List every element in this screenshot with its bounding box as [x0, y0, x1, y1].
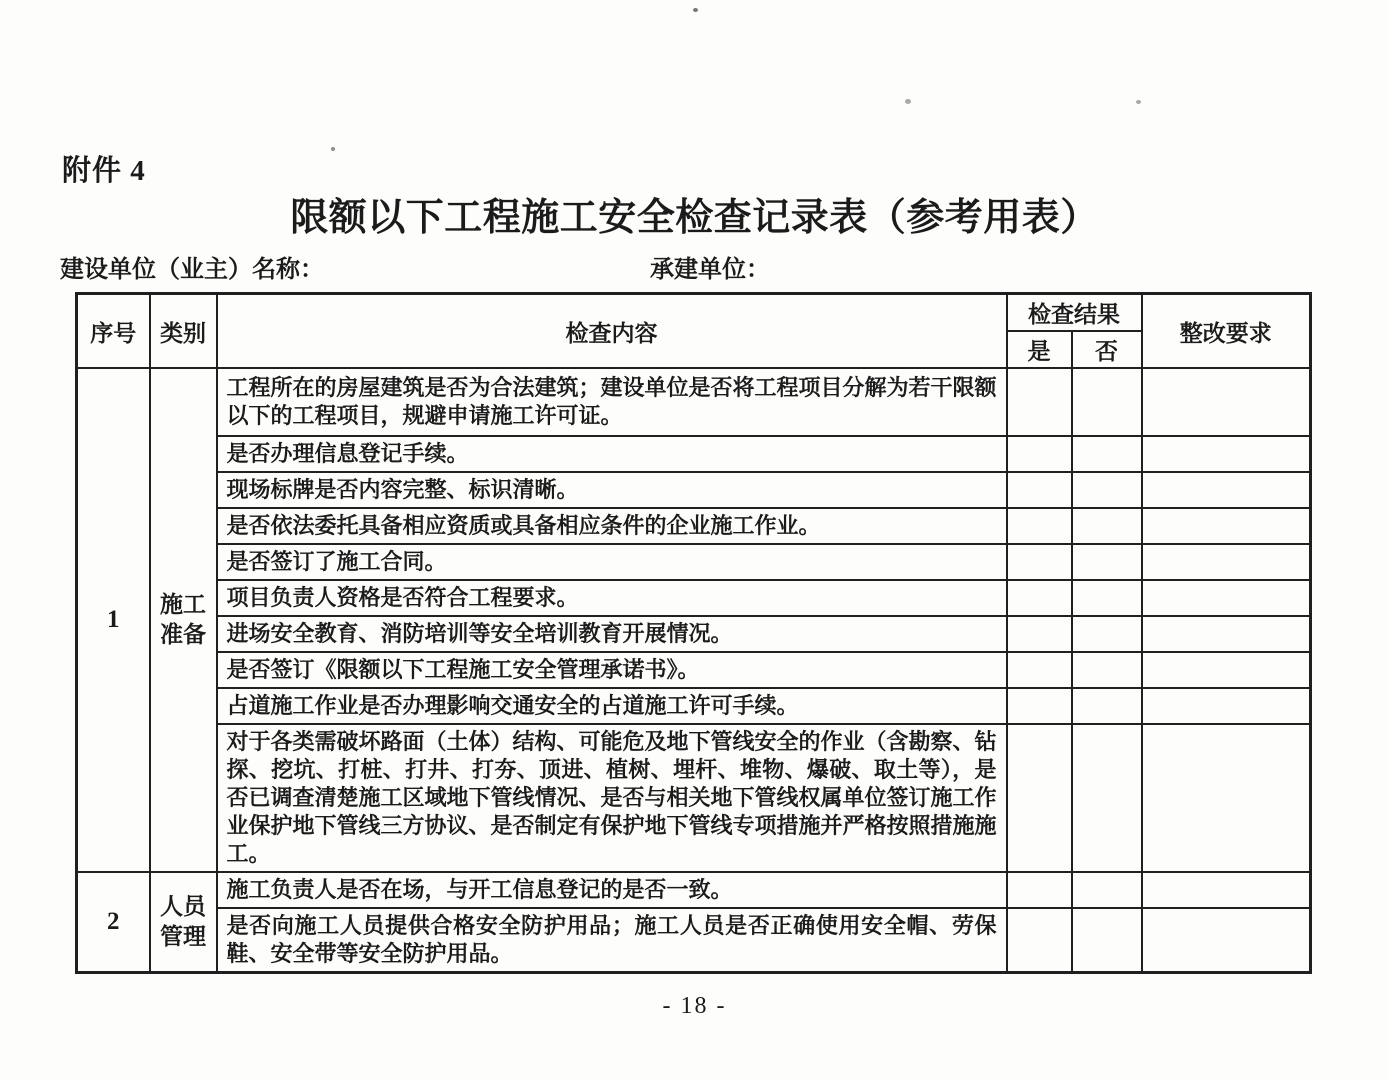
result-yes-cell	[1007, 872, 1072, 908]
result-yes-cell	[1007, 616, 1072, 652]
result-no-cell	[1072, 688, 1142, 724]
table-row	[77, 580, 1311, 616]
result-yes-cell	[1007, 508, 1072, 544]
result-yes-cell	[1007, 436, 1072, 472]
section-category-cell: 施工准备	[150, 368, 217, 872]
rectify-cell	[1142, 508, 1311, 544]
item-text-cell: 工程所在的房屋建筑是否为合法建筑；建设单位是否将工程项目分解为若干限额以下的工程项目，规避申请施工许可证。	[217, 368, 1007, 436]
table-row	[77, 544, 1311, 580]
table-row	[77, 616, 1311, 652]
rectify-cell	[1142, 724, 1311, 872]
result-no-cell	[1072, 436, 1142, 472]
result-no-cell	[1072, 368, 1142, 436]
rectify-cell	[1142, 544, 1311, 580]
result-no-cell	[1072, 652, 1142, 688]
result-no-cell	[1072, 872, 1142, 908]
table-row	[77, 368, 1311, 436]
header-no: 否	[1072, 331, 1142, 368]
rectify-cell	[1142, 616, 1311, 652]
item-text-cell: 是否向施工人员提供合格安全防护用品；施工人员是否正确使用安全帽、劳保鞋、安全带等安全防护用品。	[217, 908, 1007, 973]
scan-artifact-dot	[905, 99, 911, 104]
inspection-record-table	[75, 292, 1312, 974]
item-text-cell: 项目负责人资格是否符合工程要求。	[217, 580, 1007, 616]
rectify-cell	[1142, 652, 1311, 688]
owner-name-label: 建设单位（业主）名称：	[60, 257, 324, 283]
item-text-cell: 现场标牌是否内容完整、标识清晰。	[217, 472, 1007, 508]
table-row	[77, 872, 1311, 908]
result-no-cell	[1072, 908, 1142, 973]
header-seq: 序号	[77, 294, 150, 369]
table-row	[77, 724, 1311, 872]
result-yes-cell	[1007, 652, 1072, 688]
item-text-cell: 是否签订了施工合同。	[217, 544, 1007, 580]
item-text-cell: 施工负责人是否在场，与开工信息登记的是否一致。	[217, 872, 1007, 908]
result-yes-cell	[1007, 368, 1072, 436]
result-yes-cell	[1007, 724, 1072, 872]
rectify-cell	[1142, 580, 1311, 616]
result-yes-cell	[1007, 580, 1072, 616]
result-yes-cell	[1007, 472, 1072, 508]
attachment-label: 附件 4	[62, 155, 146, 187]
item-text-cell: 进场安全教育、消防培训等安全培训教育开展情况。	[217, 616, 1007, 652]
result-no-cell	[1072, 508, 1142, 544]
rectify-cell	[1142, 688, 1311, 724]
result-no-cell	[1072, 472, 1142, 508]
rectify-cell	[1142, 872, 1311, 908]
scan-artifact-dot	[331, 147, 335, 151]
rectify-cell	[1142, 368, 1311, 436]
table-row	[77, 908, 1311, 973]
rectify-cell	[1142, 472, 1311, 508]
contractor-label: 承建单位：	[650, 257, 770, 283]
table-row	[77, 472, 1311, 508]
page-number: - 18 -	[662, 993, 727, 1019]
table-row	[77, 436, 1311, 472]
item-text-cell: 是否依法委托具备相应资质或具备相应条件的企业施工作业。	[217, 508, 1007, 544]
section-seq-cell: 2	[77, 872, 150, 973]
result-yes-cell	[1007, 544, 1072, 580]
item-text-cell: 对于各类需破坏路面（土体）结构、可能危及地下管线安全的作业（含勘察、钻探、挖坑、打桩、打井、打夯、顶进、植树、埋杆、堆物、爆破、取土等），是否已调查清楚施工区域地下管线情况、是否与相关地下管线权属单位签订施工作业保护地下管线三方协议、是否制定有保护地下管线专项措施并严格按照措施施工。	[217, 724, 1007, 872]
result-no-cell	[1072, 616, 1142, 652]
table-row	[77, 652, 1311, 688]
rectify-cell	[1142, 908, 1311, 973]
scan-artifact-dot	[693, 8, 698, 12]
item-text-cell: 占道施工作业是否办理影响交通安全的占道施工许可手续。	[217, 688, 1007, 724]
rectify-cell	[1142, 436, 1311, 472]
document-title: 限额以下工程施工安全检查记录表（参考用表）	[290, 197, 1099, 239]
result-yes-cell	[1007, 688, 1072, 724]
section-seq-cell: 1	[77, 368, 150, 872]
header-result: 检查结果	[1007, 294, 1142, 332]
result-no-cell	[1072, 580, 1142, 616]
header-yes: 是	[1007, 331, 1072, 368]
result-no-cell	[1072, 544, 1142, 580]
scan-artifact-dot	[1136, 100, 1141, 104]
header-content: 检查内容	[217, 294, 1007, 369]
header-rectify: 整改要求	[1142, 294, 1311, 369]
table-row	[77, 688, 1311, 724]
header-category: 类别	[150, 294, 217, 369]
item-text-cell: 是否办理信息登记手续。	[217, 436, 1007, 472]
item-text-cell: 是否签订《限额以下工程施工安全管理承诺书》。	[217, 652, 1007, 688]
result-yes-cell	[1007, 908, 1072, 973]
result-no-cell	[1072, 724, 1142, 872]
section-category-cell: 人员管理	[150, 872, 217, 973]
table-row	[77, 508, 1311, 544]
table-header-row	[77, 294, 1311, 332]
